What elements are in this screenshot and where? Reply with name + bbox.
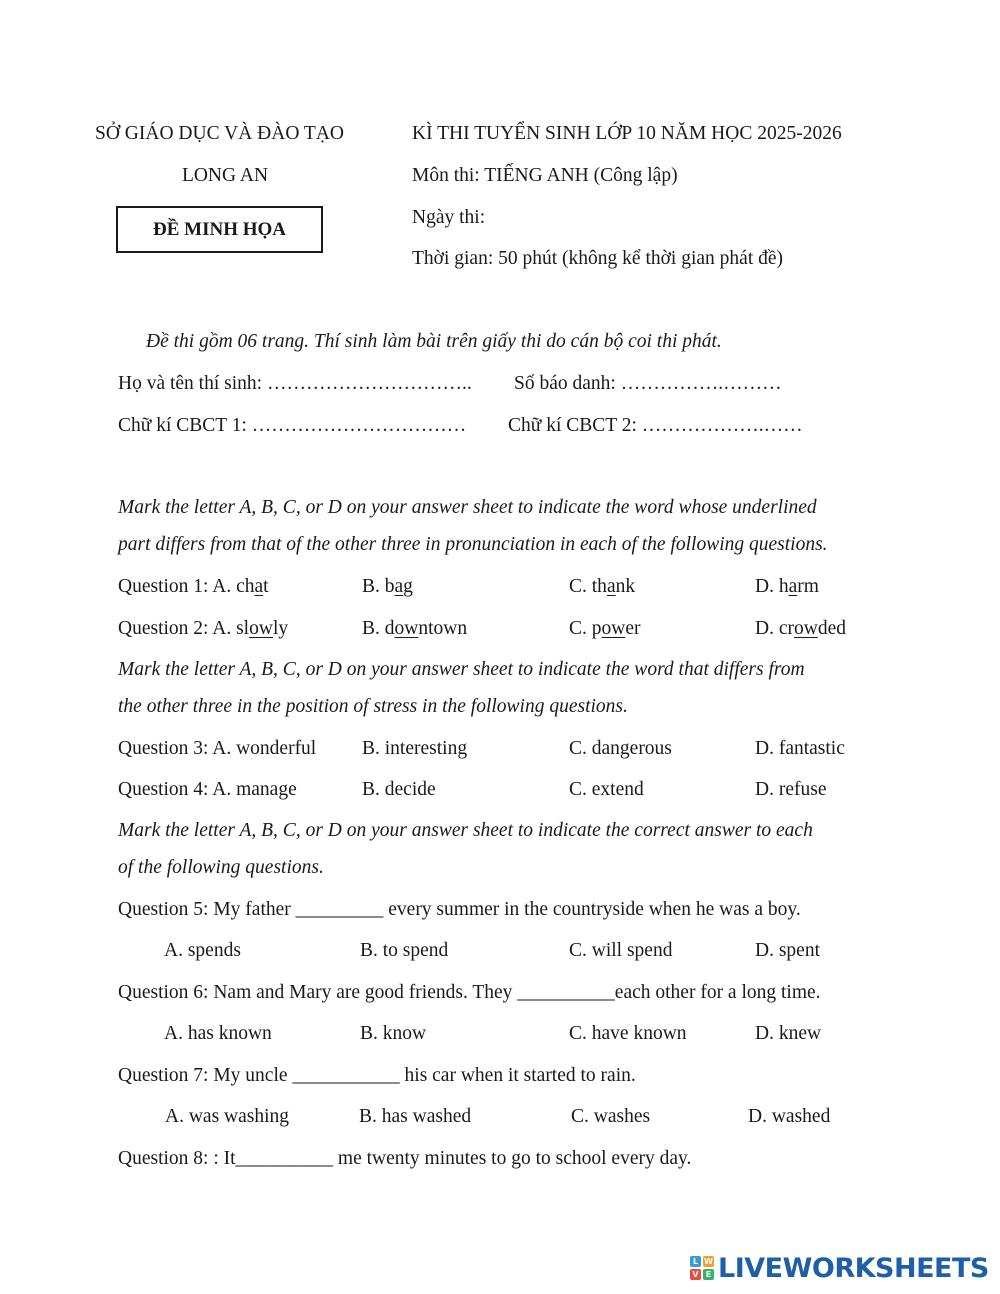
q1-option-b[interactable]: B. bag (362, 576, 413, 597)
q2-option-b[interactable]: B. downtown (362, 618, 468, 639)
candidate-id-field: Số báo danh: …………….……… (514, 373, 782, 394)
q6-option-b[interactable]: B. know (360, 1023, 427, 1044)
exam-duration: Thời gian: 50 phút (không kể thời gian phát đề) (412, 248, 784, 269)
sample-exam-label: ĐỀ MINH HỌA (116, 206, 323, 253)
q6-option-a[interactable]: A. has known (164, 1023, 272, 1044)
q8-stem: Question 8: : It__________ me twenty minutes to go to school every day. (118, 1148, 692, 1169)
instruction-pronunciation-line1: Mark the letter A, B, C, or D on your answer sheet to indicate the word whose underlined (118, 497, 817, 518)
q6-option-c[interactable]: C. have known (569, 1023, 687, 1044)
instruction-correct-line1: Mark the letter A, B, C, or D on your answer sheet to indicate the correct answer to each (118, 820, 813, 841)
logo-square-3: V (690, 1269, 701, 1280)
q4-option-b[interactable]: B. decide (362, 779, 436, 800)
liveworksheets-logo-icon (690, 1256, 714, 1280)
q7-option-a[interactable]: A. was washing (165, 1106, 290, 1127)
q3-option-c[interactable]: C. dangerous (569, 738, 672, 759)
q5-stem: Question 5: My father _________ every summer in the countryside when he was a boy. (118, 899, 801, 920)
department-name: SỞ GIÁO DỤC VÀ ĐÀO TẠO (95, 123, 344, 144)
q4-option-a[interactable]: Question 4: A. manage (118, 779, 297, 800)
q3-option-a[interactable]: Question 3: A. wonderful (118, 738, 317, 759)
q3-option-d[interactable]: D. fantastic (755, 738, 845, 759)
province-name: LONG AN (181, 165, 269, 186)
supervisor-2-signature: Chữ kí CBCT 2: ……………….…… (508, 415, 803, 436)
q2-option-a[interactable]: Question 2: A. slowly (118, 618, 289, 639)
instruction-pronunciation-line2: part differs from that of the other three in pronunciation in each of the following questions. (118, 534, 828, 555)
candidate-name-field: Họ và tên thí sinh: ………………………….. (118, 373, 472, 394)
q6-option-d[interactable]: D. knew (755, 1023, 822, 1044)
q1-option-c[interactable]: C. thank (569, 576, 636, 597)
q7-stem: Question 7: My uncle ___________ his car when it started to rain. (118, 1065, 636, 1086)
q1-option-d[interactable]: D. harm (755, 576, 819, 597)
exam-date: Ngày thi: (412, 207, 486, 228)
q5-option-d[interactable]: D. spent (755, 940, 820, 961)
instruction-stress-line1: Mark the letter A, B, C, or D on your answer sheet to indicate the word that differs from (118, 659, 805, 680)
liveworksheets-logo[interactable] (690, 1250, 989, 1286)
liveworksheets-logo-text: LIVEWORKSHEETS (718, 1252, 989, 1284)
exam-note: Đề thi gồm 06 trang. Thí sinh làm bài trên giấy thi do cán bộ coi thi phát. (146, 331, 722, 352)
exam-title: KÌ THI TUYỂN SINH LỚP 10 NĂM HỌC 2025-2026 (412, 123, 842, 144)
q7-option-c[interactable]: C. washes (571, 1106, 651, 1127)
q3-option-b[interactable]: B. interesting (362, 738, 468, 759)
q6-stem: Question 6: Nam and Mary are good friends. They __________each other for a long time. (118, 982, 821, 1003)
q4-option-d[interactable]: D. refuse (755, 779, 827, 800)
q5-option-a[interactable]: A. spends (164, 940, 241, 961)
instruction-stress-line2: the other three in the position of stress in the following questions. (118, 696, 628, 717)
q2-option-c[interactable]: C. power (569, 618, 641, 639)
instruction-correct-line2: of the following questions. (118, 857, 324, 878)
logo-square-2: W (704, 1257, 713, 1266)
q7-option-b[interactable]: B. has washed (359, 1106, 472, 1127)
q5-option-b[interactable]: B. to spend (360, 940, 449, 961)
q4-option-c[interactable]: C. extend (569, 779, 644, 800)
logo-square-1: L (690, 1256, 701, 1267)
q2-option-d[interactable]: D. crowded (755, 618, 846, 639)
q1-option-a[interactable]: Question 1: A. chat (118, 576, 269, 597)
q7-option-d[interactable]: D. washed (748, 1106, 831, 1127)
logo-square-4: E (703, 1269, 714, 1280)
supervisor-1-signature: Chữ kí CBCT 1: …………………………… (118, 415, 467, 436)
q5-option-c[interactable]: C. will spend (569, 940, 673, 961)
exam-subject: Môn thi: TIẾNG ANH (Công lập) (412, 165, 678, 186)
